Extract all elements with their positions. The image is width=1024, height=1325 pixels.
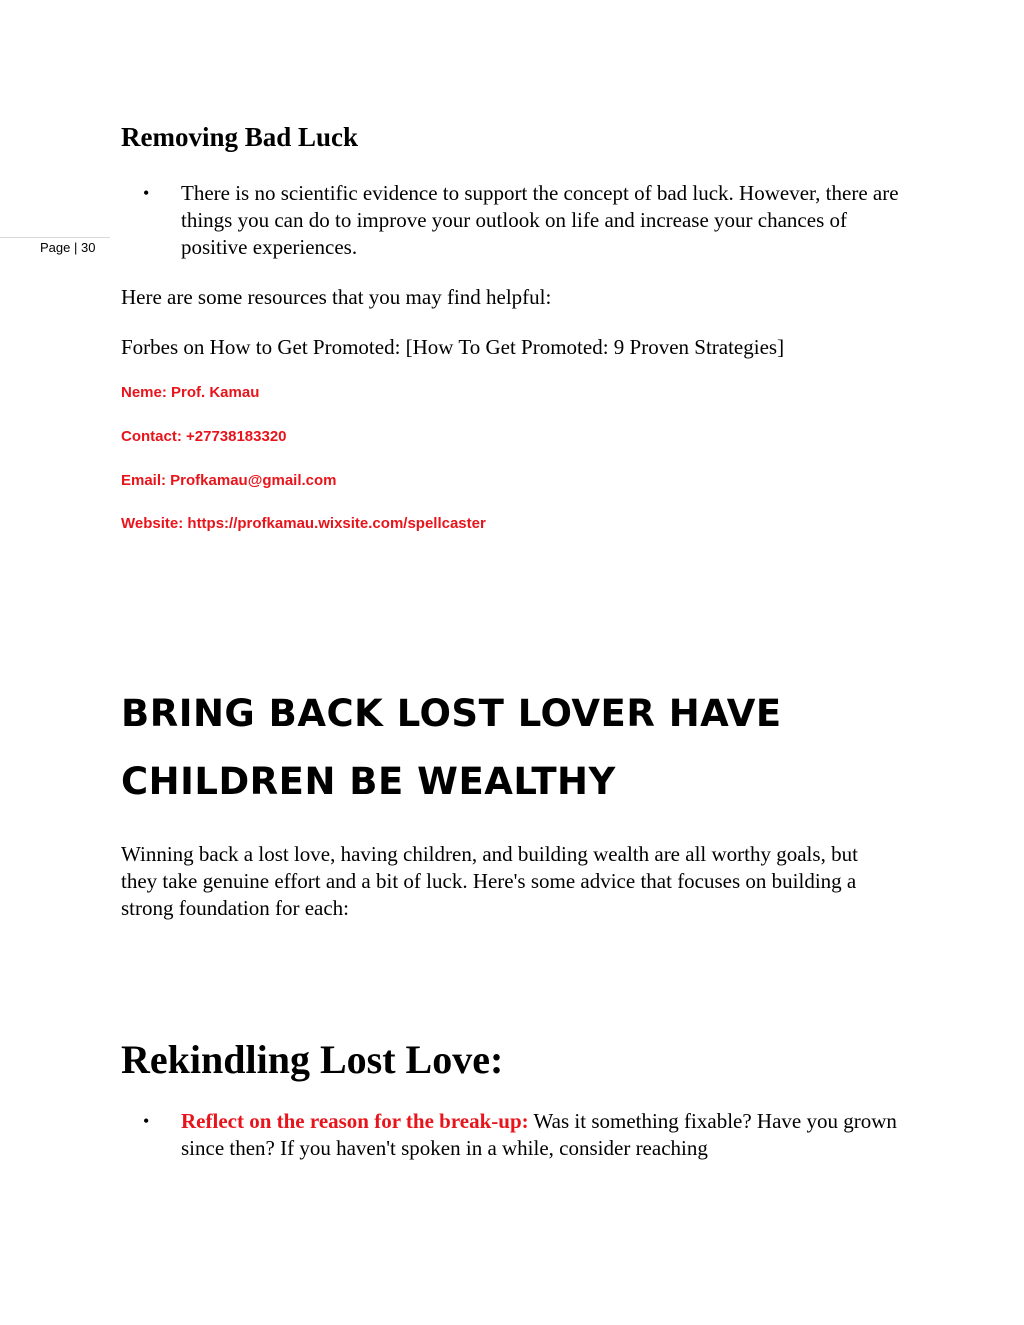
resources-intro: Here are some resources that you may find helpful: bbox=[121, 285, 552, 309]
bullet-label: Reflect on the reason for the break-up: bbox=[181, 1109, 529, 1133]
bullet-icon: • bbox=[143, 183, 150, 203]
bullet-icon: • bbox=[143, 1111, 150, 1131]
contact-name: Neme: Prof. Kamau bbox=[121, 384, 260, 401]
contact-email: Email: Profkamau@gmail.com bbox=[121, 472, 337, 489]
list-item bbox=[121, 180, 911, 261]
main-title: BRING BACK LOST LOVER HAVE CHILDREN BE WEALTHY bbox=[121, 692, 782, 803]
bullet-text: Was it something fixable? Have you grown since then? If you haven't spoken in a while, consider reaching bbox=[181, 1109, 897, 1160]
bullet-text: There is no scientific evidence to support the concept of bad luck. However, there are things you can do to improve your outlook on life and increase your chances of positive experiences. bbox=[181, 181, 899, 259]
section-heading-removing-bad-luck: Removing Bad Luck bbox=[121, 122, 359, 152]
intro-paragraph: Winning back a lost love, having children, and building wealth are all worthy goals, but they take genuine effort and a bit of luck. Here's some advice that focuses on building a strong foundation for each: bbox=[121, 842, 858, 920]
page-number: Page | 30 bbox=[40, 240, 96, 255]
list-item bbox=[121, 1108, 901, 1162]
page-number-divider bbox=[0, 237, 110, 238]
resource-link-text: Forbes on How to Get Promoted: [How To Get Promoted: 9 Proven Strategies] bbox=[121, 335, 785, 359]
rekindling-bullet-list bbox=[121, 1108, 901, 1162]
bad-luck-bullet-list bbox=[121, 180, 911, 261]
contact-website: Website: https://profkamau.wixsite.com/spellcaster bbox=[121, 515, 486, 532]
contact-phone: Contact: +27738183320 bbox=[121, 428, 287, 445]
section-heading-rekindling-love: Rekindling Lost Love: bbox=[121, 1037, 504, 1082]
